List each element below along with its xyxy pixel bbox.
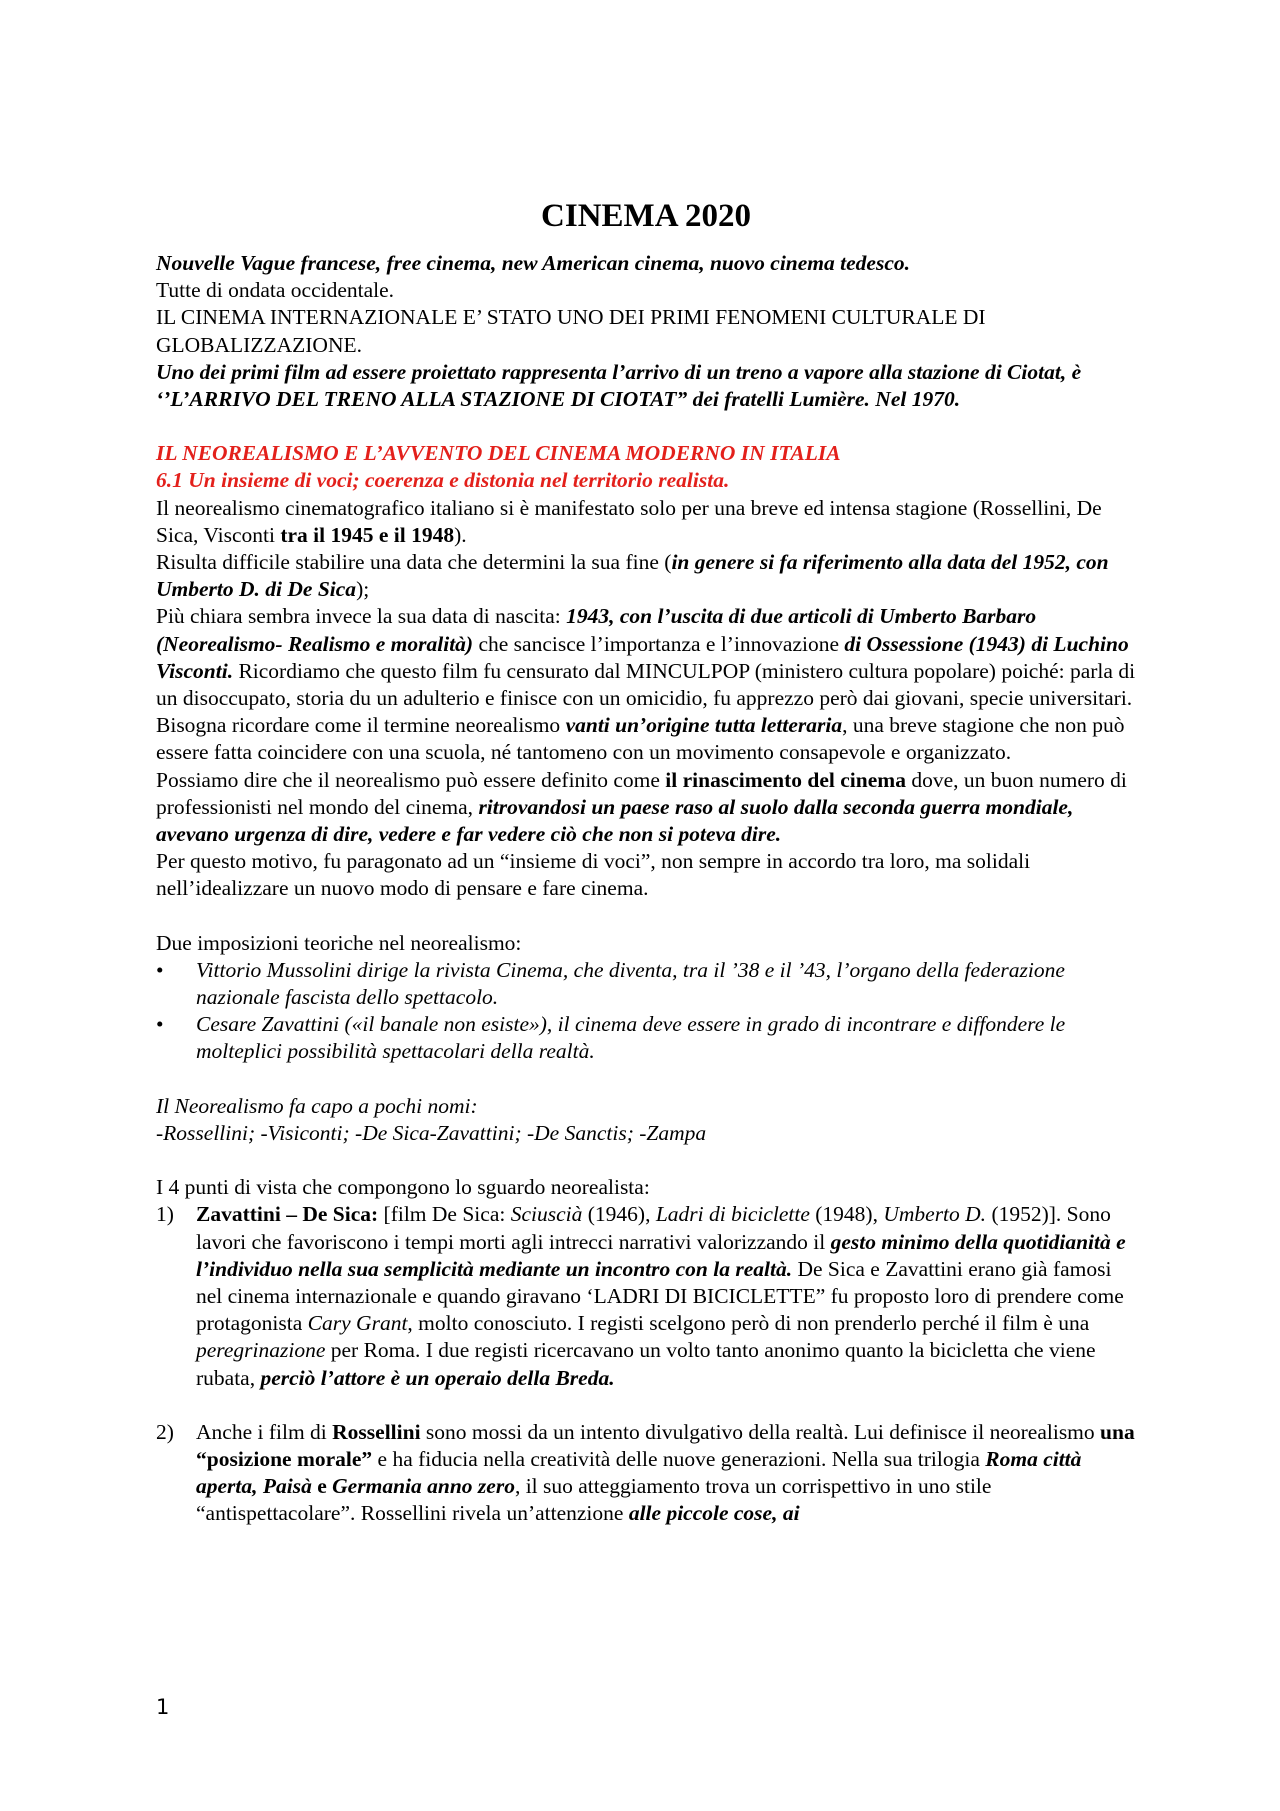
text-run: Anche i film di — [196, 1419, 333, 1444]
list-item-text: Vittorio Mussolini dirige la rivista Cinema, che diventa, tra il ’38 e il ’43, l’organo della federazione nazionale fascista dello spettacolo. — [196, 957, 1065, 1010]
text-run: che sancisce l’importanza e l’innovazione — [473, 631, 845, 656]
bold-italic-run: ritrovandosi un paese raso al suolo dalla seconda guerra mondiale, avevano urgenza di dire, vedere e far vedere ciò che non si poteva dire. — [156, 794, 1074, 847]
paragraph-6: Per questo motivo, fu paragonato ad un “insieme di voci”, non sempre in accordo tra loro, ma solidali nell’idealizzare un nuovo modo di pensare e fare cinema. — [156, 849, 1031, 901]
spacer — [156, 1147, 1136, 1174]
intro-line-1: Nouvelle Vague francese, free cinema, new American cinema, nuovo cinema tedesco. — [156, 251, 910, 275]
bold-italic-run: Germania anno zero — [332, 1474, 515, 1499]
bold-italic-run: alle piccole cose, ai — [628, 1501, 800, 1526]
paragraph-3 — [156, 603, 1136, 712]
spacer — [156, 1066, 1136, 1093]
spacer — [156, 903, 1136, 930]
impositions-list — [156, 957, 1136, 1066]
paragraph-2 — [156, 549, 1136, 603]
text-run: , una breve stagione che non può essere fatta coincidere con una scuola, né tantomeno con un movimento consapevole e organizzato. — [156, 713, 1125, 765]
bold-run: tra il 1945 e il 1948 — [280, 522, 455, 547]
text-run: e ha fiducia nella creatività delle nuove generazioni. Nella sua trilogia — [372, 1446, 986, 1471]
paragraph-5 — [156, 767, 1136, 849]
text-run: Ricordiamo che questo film fu censurato dal MINCULPOP (ministero cultura popolare) poiché: parla di un disoccupato, storia du un adulterio e finisce con un omicidio, fu apprezzo però dai giovani, specie universitari. — [156, 658, 1136, 711]
spacer — [156, 1392, 1136, 1419]
bullet-icon: • — [156, 1012, 164, 1037]
points-list-continued — [156, 1419, 1136, 1528]
names-line-2: -Rossellini; -Visiconti; -De Sica-Zavattini; -De Sanctis; -Zampa — [156, 1120, 707, 1145]
text-run: Risulta difficile stabilire una data che determini la sua fine ( — [156, 550, 672, 575]
paragraph-4 — [156, 712, 1136, 766]
text-run: ). — [454, 522, 467, 547]
intro-line-2: Tutte di ondata occidentale. — [156, 278, 395, 303]
bold-italic-run: Roma città aperta, Paisà — [196, 1446, 1082, 1499]
impositions-intro: Due imposizioni teoriche nel neorealismo: — [156, 930, 522, 955]
bold-italic-run: vanti un’origine tutta letteraria — [565, 713, 843, 738]
text-run: Bisogna ricordare come il termine neorealismo — [156, 713, 566, 738]
intro-line-4: Uno dei primi film ad essere proiettato rappresenta l’arrivo di un treno a vapore alla stazione di Ciotat, è ‘’L’ARRIVO DEL TRENO ALLA STAZIONE DI CIOTAT” dei fratelli Lumière. Nel 1970. — [156, 359, 1082, 412]
italic-run: peregrinazione — [196, 1338, 326, 1363]
item-number: 1) — [156, 1202, 174, 1227]
text-run: De Sica e Zavattini erano già famosi nel cinema internazionale e quando giravano ‘LADRI DI BICICLETTE” fu proposto loro di prendere come protagonista — [196, 1256, 1124, 1336]
list-item — [156, 1201, 1136, 1391]
paragraph-1 — [156, 495, 1136, 549]
bold-italic-run: perciò l’attore è un operaio della Breda. — [260, 1365, 615, 1390]
points-list — [156, 1201, 1136, 1391]
document-title: CINEMA 2020 — [541, 198, 751, 234]
text-run: Possiamo dire che il neorealismo può essere definito come — [156, 767, 666, 792]
bold-run: il rinascimento del cinema — [665, 767, 906, 792]
list-item — [156, 1011, 1136, 1065]
text-run: Più chiara sembra invece la sua data di nascita: — [156, 604, 567, 629]
text-run: ); — [356, 577, 370, 602]
text-run: (1946), — [582, 1202, 656, 1227]
text-run: (1948), — [809, 1202, 884, 1227]
list-item-text: Cesare Zavattini («il banale non esiste»), il cinema deve essere in grado di incontrare e diffondere le molteplici possibilità spettacolari della realtà. — [196, 1012, 1066, 1064]
section-heading: IL NEOREALISMO E L’AVVENTO DEL CINEMA MODERNO IN ITALIA — [156, 441, 841, 466]
italic-run: Cary Grant — [307, 1311, 408, 1336]
names-line-1: Il Neorealismo fa capo a pochi nomi: — [156, 1093, 478, 1118]
italic-run: Ladri di biciclette — [655, 1202, 810, 1227]
text-run: sono mossi da un intento divulgativo della realtà. Lui definisce il neorealismo — [420, 1419, 1101, 1444]
list-item — [156, 1419, 1136, 1528]
italic-run: Umberto D. — [883, 1202, 987, 1227]
bold-italic-run: 1943, con l’uscita di due articoli di Umberto Barbaro (Neorealismo- Realismo e moralità) — [156, 604, 1037, 656]
intro-line-3: IL CINEMA INTERNAZIONALE E’ STATO UNO DEI PRIMI FENOMENI CULTURALE DI GLOBALIZZAZIONE. — [156, 305, 986, 357]
bold-italic-run: gesto minimo della quotidianità e l’individuo nella sua semplicità mediante un incontro con la realtà. — [196, 1229, 1126, 1281]
text-run: per Roma. I due registi ricercavano un volto tanto anonimo quanto la bicicletta che viene rubata, — [196, 1338, 1096, 1390]
bullet-icon: • — [156, 957, 164, 982]
text-run: , molto conosciuto. I registi scelgono però di non prenderlo perché il film è una — [407, 1311, 1090, 1336]
spacer — [156, 413, 1136, 440]
section-subheading: 6.1 Un insieme di voci; coerenza e distonia nel territorio realista. — [156, 468, 730, 493]
italic-run: Sciuscià — [510, 1202, 583, 1227]
text-run: Il neorealismo cinematografico italiano si è manifestato solo per una breve ed intensa stagione (Rossellini, De Sica, Visconti — [156, 495, 1102, 547]
text-run: dove, un buon numero di professionisti nel mondo del cinema, — [156, 767, 1127, 819]
text-run: , il suo atteggiamento trova un corrispettivo in uno stile “antispettacolare”. Rossellini rivela un’attenzione — [196, 1474, 992, 1526]
list-item — [156, 957, 1136, 1011]
item-number: 2) — [156, 1419, 174, 1444]
bold-run: una “posizione morale” — [196, 1419, 1135, 1471]
text-run: (1952)]. Sono lavori che favoriscono i tempi morti agli intrecci narrativi valorizzando il — [196, 1202, 1111, 1254]
document-body — [156, 196, 1136, 1528]
bold-italic-run: in genere si fa riferimento alla data del 1952, con Umberto D. di De Sica — [156, 550, 1109, 602]
bold-italic-run: di Ossessione (1943) di Luchino Visconti. — [156, 631, 1129, 683]
points-intro: I 4 punti di vista che compongono lo sguardo neorealista: — [156, 1175, 650, 1200]
page-number: 1 — [156, 1695, 170, 1719]
bold-run: Rossellini — [332, 1419, 421, 1444]
bold-run: Zavattini – De Sica: — [196, 1202, 379, 1227]
bold-run: e — [311, 1474, 333, 1499]
text-run: [film De Sica: — [378, 1202, 511, 1227]
